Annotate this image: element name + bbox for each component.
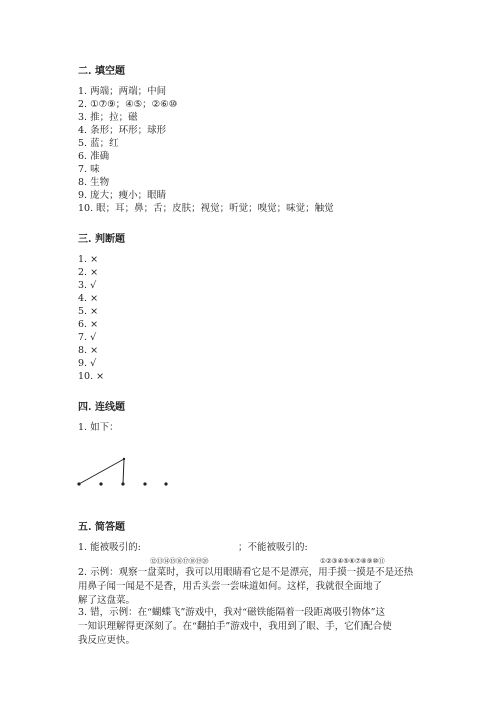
- q2-line-2: 用鼻子闻一闻是不是香，用舌头尝一尝味道如何。这样，我就很全面地了: [78, 581, 383, 592]
- q1-attracted-label: 1. 能被吸引的:: [78, 542, 141, 553]
- fill-answer-7: 7. 味: [78, 164, 100, 175]
- q3-line-2: 一知识理解得更深刻了。在“翻拍手”游戏中，我用到了眼、手，它们配合使: [78, 621, 392, 632]
- tf-answer-1: 1. ×: [78, 254, 99, 265]
- match-dot-1: [77, 482, 80, 485]
- q1-not-attracted-label: ；不能被吸引的:: [238, 542, 308, 553]
- fill-answer-6: 6. 准确: [78, 151, 110, 162]
- fill-answer-4: 4. 条形；环形；球形: [78, 125, 167, 136]
- short-answer-heading: 五. 简答题: [78, 522, 125, 533]
- match-dot-4: [143, 482, 146, 485]
- fill-answer-9: 9. 庞大；瘦小；眼睛: [78, 190, 167, 201]
- match-dot-top: [123, 458, 125, 460]
- fill-blank-heading: 二. 填空题: [78, 66, 125, 77]
- true-false-heading: 三. 判断题: [78, 234, 125, 245]
- tf-answer-3: 3. √: [78, 280, 97, 291]
- matching-intro: 1. 如下：: [78, 422, 119, 433]
- match-dot-5: [164, 482, 167, 485]
- matching-heading: 四. 连线题: [78, 402, 125, 413]
- matching-line-2: [123, 459, 124, 484]
- matching-line-1: [79, 459, 124, 484]
- tf-answer-5: 5. ×: [78, 306, 99, 317]
- tf-answer-2: 2. ×: [78, 267, 99, 278]
- tf-answer-8: 8. ×: [78, 345, 99, 356]
- fill-answer-8: 8. 生物: [78, 177, 110, 188]
- tf-answer-9: 9. √: [78, 358, 97, 369]
- fill-answer-1: 1. 两端；两端；中间: [78, 86, 167, 97]
- q3-line-3: 我反应更快。: [78, 635, 136, 646]
- q2-answer: [78, 566, 423, 608]
- q1-attracted-items: ⑫⑬⑭⑮⑯⑰⑱⑲⑳: [150, 557, 209, 565]
- match-dot-2: [99, 482, 102, 485]
- tf-answer-10: 10. ×: [78, 371, 105, 382]
- q3-line-1: 3. 错，示例：在“蝴蝶飞”游戏中，我对“磁铁能隔着一段距离吸引物体”这: [78, 607, 386, 618]
- tf-answer-4: 4. ×: [78, 293, 99, 304]
- q1-not-attracted-items: ①②③④⑤⑥⑦⑧⑨⑩⑪: [320, 557, 385, 565]
- q3-answer: [78, 606, 423, 648]
- tf-answer-7: 7. √: [78, 332, 97, 343]
- q2-line-1: 2. 示例：观察一盘菜时，我可以用眼睛看它是不是漂亮，用手摸一摸是不是还热: [78, 567, 414, 578]
- tf-answer-6: 6. ×: [78, 319, 99, 330]
- fill-answer-2: 2. ①⑦⑨；④⑤；②⑥⑩: [78, 99, 178, 110]
- match-dot-3: [121, 482, 124, 485]
- fill-answer-3: 3. 推；拉；磁: [78, 112, 138, 123]
- fill-answer-10: 10. 眼；耳；鼻；舌；皮肤；视觉；听觉；嗅觉；味觉；触觉: [78, 203, 334, 214]
- fill-answer-5: 5. 蓝；红: [78, 138, 119, 149]
- q2-line-3: 解了这盘菜。: [78, 595, 136, 606]
